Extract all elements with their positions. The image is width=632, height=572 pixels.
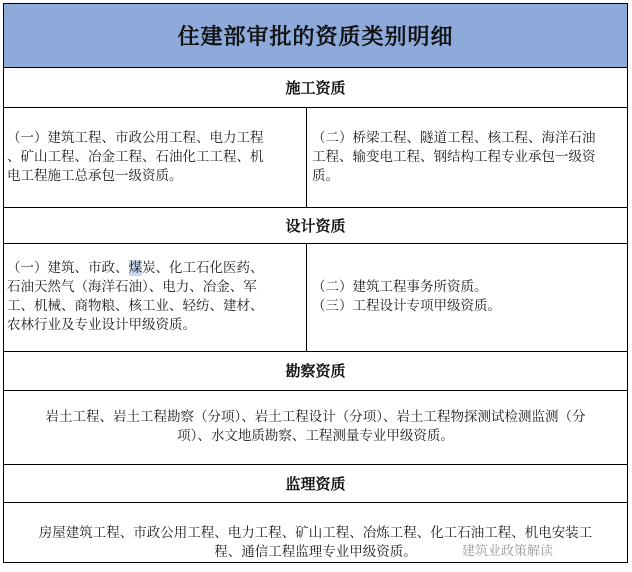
section-heading-supervision: 监理资质 (4, 464, 627, 503)
construction-right-text: （二）桥梁工程、隧道工程、核工程、海洋石油 工程、输变电工程、钢结构工程专业承包一级资 质。 (312, 129, 596, 184)
design-left-cell (4, 243, 307, 351)
section-heading-survey: 勘察资质 (4, 351, 627, 391)
qualification-table (3, 3, 628, 563)
selected-text-highlight[interactable]: 煤 (128, 260, 142, 276)
survey-cell (4, 390, 627, 464)
design-right-text: （二）建筑工程事务所资质。 （三）工程设计专项甲级资质。 (312, 279, 501, 314)
page-title: 住建部审批的资质类别明细 (4, 4, 627, 68)
supervision-cell (4, 502, 627, 572)
supervision-text: 房屋建筑工程、市政公用工程、电力工程、矿山工程、冶炼工程、化工石油工程、机电安装工 程、通信工程监理专业甲级资质。 (38, 525, 593, 560)
construction-right-cell (307, 107, 627, 207)
design-left-text-part2: 炭、化工石化医药、 石油天然气（海洋石油）、电力、冶金、军 工、机械、商物粮、核工业、轻纺、建材、 农林行业及专业设计甲级资质。 (7, 260, 264, 333)
section-heading-construction: 施工资质 (4, 67, 627, 108)
survey-row (4, 390, 627, 465)
design-left-text-part1: （一）建筑、市政、 (7, 260, 129, 276)
section-heading-design: 设计资质 (4, 207, 627, 244)
watermark: 建筑业政策解读 (462, 544, 554, 559)
survey-text: 岩土工程、岩土工程勘察（分项）、岩土工程设计（分项）、岩土工程物探测试检测监测（分 项）、水文地质勘察、工程测量专业甲级资质。 (45, 409, 586, 444)
supervision-row (4, 502, 627, 572)
construction-row (4, 107, 627, 208)
construction-left-cell (4, 107, 307, 207)
design-left-text (7, 259, 264, 335)
design-right-cell (307, 243, 627, 351)
design-row (4, 243, 627, 352)
construction-left-text: （一）建筑工程、市政公用工程、电力工程 、矿山工程、冶金工程、石油化工工程、机 电工程施工总承包一级资质。 (7, 129, 264, 184)
